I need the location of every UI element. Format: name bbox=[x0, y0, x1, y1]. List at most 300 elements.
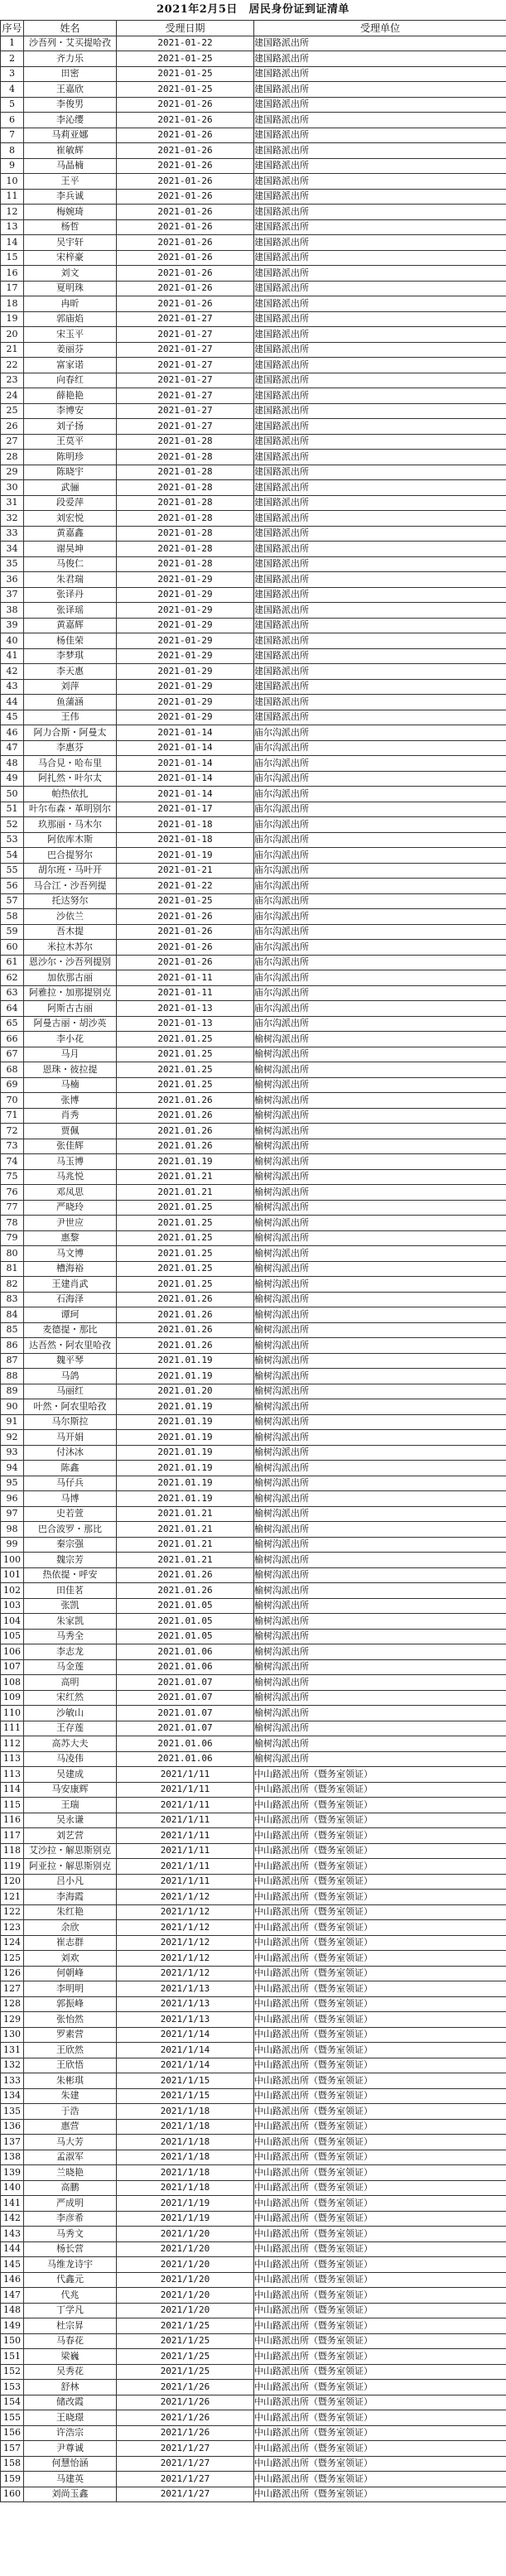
accept-date: 2021/1/14 bbox=[117, 2058, 254, 2073]
accept-unit: 中山路派出所（暨务室领证） bbox=[254, 1996, 506, 2012]
table-row bbox=[1, 1859, 506, 1875]
row-index: 79 bbox=[1, 1230, 24, 1246]
row-index: 26 bbox=[1, 419, 24, 435]
table-row bbox=[1, 1216, 506, 1231]
row-index: 17 bbox=[1, 281, 24, 296]
row-index: 113 bbox=[1, 1767, 24, 1783]
table-row bbox=[1, 2456, 506, 2472]
table-row bbox=[1, 940, 506, 956]
accept-date: 2021.01.06 bbox=[117, 1736, 254, 1752]
accept-date: 2021-01-13 bbox=[117, 1016, 254, 1032]
table-row bbox=[1, 296, 506, 312]
row-index: 15 bbox=[1, 250, 24, 266]
row-index: 116 bbox=[1, 1813, 24, 1828]
table-row bbox=[1, 419, 506, 435]
person-name: 舒林 bbox=[24, 2380, 117, 2395]
row-index: 97 bbox=[1, 1506, 24, 1522]
person-name: 王嘉欣 bbox=[24, 82, 117, 98]
person-name: 吴宇轩 bbox=[24, 235, 117, 251]
table-row bbox=[1, 1644, 506, 1660]
person-name: 黄嘉辉 bbox=[24, 618, 117, 633]
table-row bbox=[1, 1890, 506, 1905]
accept-date: 2021-01-26 bbox=[117, 940, 254, 956]
accept-unit: 建国路派出所 bbox=[254, 434, 506, 450]
accept-date: 2021-01-25 bbox=[117, 82, 254, 98]
person-name: 郭振峰 bbox=[24, 1996, 117, 2012]
person-name: 热依提・呼安 bbox=[24, 1567, 117, 1583]
person-name: 叶然・阿农里哈孜 bbox=[24, 1399, 117, 1415]
accept-unit: 庙尔沟派出所 bbox=[254, 924, 506, 940]
accept-date: 2021.01.19 bbox=[117, 1414, 254, 1430]
table-row bbox=[1, 848, 506, 864]
person-name: 麦德提・那比 bbox=[24, 1322, 117, 1338]
row-index: 160 bbox=[1, 2487, 24, 2502]
accept-unit: 庙尔沟派出所 bbox=[254, 863, 506, 879]
person-name: 马维龙诗宇 bbox=[24, 2257, 117, 2273]
row-index: 158 bbox=[1, 2456, 24, 2472]
table-row bbox=[1, 1414, 506, 1430]
table-row bbox=[1, 450, 506, 465]
table-row bbox=[1, 1246, 506, 1262]
person-name: 薛艳艳 bbox=[24, 388, 117, 404]
accept-date: 2021.01.25 bbox=[117, 1216, 254, 1231]
accept-unit: 中山路派出所（暨务室领证） bbox=[254, 2333, 506, 2349]
table-row bbox=[1, 1032, 506, 1047]
row-index: 11 bbox=[1, 189, 24, 205]
accept-date: 2021/1/20 bbox=[117, 2303, 254, 2318]
table-row bbox=[1, 2472, 506, 2487]
person-name: 高鹏 bbox=[24, 2180, 117, 2196]
accept-date: 2021.01.07 bbox=[117, 1721, 254, 1736]
accept-unit: 建国路派出所 bbox=[254, 281, 506, 296]
row-index: 142 bbox=[1, 2211, 24, 2227]
row-index: 120 bbox=[1, 1874, 24, 1890]
person-name: 何慧怡涵 bbox=[24, 2456, 117, 2472]
accept-date: 2021-01-29 bbox=[117, 664, 254, 680]
row-index: 91 bbox=[1, 1414, 24, 1430]
accept-date: 2021.01.26 bbox=[117, 1093, 254, 1109]
table-row bbox=[1, 2241, 506, 2257]
accept-unit: 建国路派出所 bbox=[254, 450, 506, 465]
person-name: 马合見・哈布里 bbox=[24, 756, 117, 772]
accept-date: 2021-01-25 bbox=[117, 893, 254, 909]
table-row bbox=[1, 1062, 506, 1078]
table-row bbox=[1, 1445, 506, 1461]
row-index: 30 bbox=[1, 480, 24, 496]
accept-date: 2021/1/12 bbox=[117, 1966, 254, 1981]
person-name: 朱红艳 bbox=[24, 1904, 117, 1920]
person-name: 宋红然 bbox=[24, 1690, 117, 1706]
person-name: 李兵诚 bbox=[24, 189, 117, 205]
table-row bbox=[1, 664, 506, 680]
table-row bbox=[1, 725, 506, 741]
person-name: 帕热依扎 bbox=[24, 787, 117, 802]
table-row bbox=[1, 2211, 506, 2227]
person-name: 沙敏山 bbox=[24, 1706, 117, 1721]
table-row bbox=[1, 1614, 506, 1630]
table-row bbox=[1, 2073, 506, 2089]
row-index: 94 bbox=[1, 1461, 24, 1476]
table-row bbox=[1, 1461, 506, 1476]
accept-date: 2021/1/19 bbox=[117, 2211, 254, 2227]
person-name: 马鸽 bbox=[24, 1369, 117, 1384]
table-row bbox=[1, 1353, 506, 1369]
person-name: 邓凤思 bbox=[24, 1185, 117, 1201]
table-row bbox=[1, 113, 506, 128]
row-index: 39 bbox=[1, 618, 24, 633]
row-index: 62 bbox=[1, 970, 24, 986]
accept-unit: 中山路派出所（暨务室领证） bbox=[254, 2318, 506, 2334]
table-row bbox=[1, 970, 506, 986]
table-row bbox=[1, 618, 506, 633]
accept-unit: 建国路派出所 bbox=[254, 189, 506, 205]
table-row bbox=[1, 2043, 506, 2058]
accept-unit: 中山路派出所（暨务室领证） bbox=[254, 2364, 506, 2380]
row-index: 154 bbox=[1, 2395, 24, 2410]
table-row bbox=[1, 802, 506, 817]
row-index: 46 bbox=[1, 725, 24, 741]
accept-date: 2021-01-26 bbox=[117, 143, 254, 159]
row-index: 106 bbox=[1, 1644, 24, 1660]
row-index: 140 bbox=[1, 2180, 24, 2196]
row-index: 58 bbox=[1, 909, 24, 925]
accept-unit: 中山路派出所（暨务室领证） bbox=[254, 2257, 506, 2273]
row-index: 56 bbox=[1, 879, 24, 894]
row-index: 138 bbox=[1, 2150, 24, 2165]
accept-unit: 榆树沟派出所 bbox=[254, 1154, 506, 1170]
person-name: 高苏大夫 bbox=[24, 1736, 117, 1752]
table-row bbox=[1, 1185, 506, 1201]
row-index: 51 bbox=[1, 802, 24, 817]
accept-unit: 建国路派出所 bbox=[254, 158, 506, 174]
accept-date: 2021-01-26 bbox=[117, 955, 254, 970]
row-index: 65 bbox=[1, 1016, 24, 1032]
accept-date: 2021/1/11 bbox=[117, 1798, 254, 1813]
table-row bbox=[1, 205, 506, 220]
row-index: 1 bbox=[1, 36, 24, 51]
accept-unit: 中山路派出所（暨务室领证） bbox=[254, 1767, 506, 1783]
accept-date: 2021.01.25 bbox=[117, 1230, 254, 1246]
accept-date: 2021.01.26 bbox=[117, 1567, 254, 1583]
table-row bbox=[1, 1553, 506, 1568]
table-row bbox=[1, 1522, 506, 1538]
table-row bbox=[1, 2364, 506, 2380]
person-name: 王平 bbox=[24, 174, 117, 190]
accept-date: 2021-01-26 bbox=[117, 158, 254, 174]
person-name: 槽海裕 bbox=[24, 1261, 117, 1277]
accept-unit: 建国路派出所 bbox=[254, 373, 506, 388]
row-index: 20 bbox=[1, 327, 24, 343]
accept-unit: 建国路派出所 bbox=[254, 388, 506, 404]
table-row bbox=[1, 2487, 506, 2502]
accept-date: 2021/1/27 bbox=[117, 2487, 254, 2502]
accept-unit: 庙尔沟派出所 bbox=[254, 1016, 506, 1032]
row-index: 147 bbox=[1, 2288, 24, 2304]
table-row bbox=[1, 633, 506, 649]
accept-unit: 榆树沟派出所 bbox=[254, 1583, 506, 1599]
table-row bbox=[1, 771, 506, 787]
table-row bbox=[1, 373, 506, 388]
accept-date: 2021-01-18 bbox=[117, 817, 254, 833]
row-index: 41 bbox=[1, 648, 24, 664]
accept-date: 2021-01-28 bbox=[117, 542, 254, 557]
accept-unit: 建国路派出所 bbox=[254, 235, 506, 251]
row-index: 159 bbox=[1, 2472, 24, 2487]
accept-unit: 建国路派出所 bbox=[254, 403, 506, 419]
accept-date: 2021/1/12 bbox=[117, 1890, 254, 1905]
table-row bbox=[1, 1690, 506, 1706]
row-index: 53 bbox=[1, 832, 24, 848]
person-name: 阿扎然・叶尔太 bbox=[24, 771, 117, 787]
table-row bbox=[1, 1047, 506, 1062]
accept-unit: 榆树沟派出所 bbox=[254, 1736, 506, 1752]
accept-date: 2021/1/25 bbox=[117, 2364, 254, 2380]
table-row bbox=[1, 1491, 506, 1507]
table-row bbox=[1, 1093, 506, 1109]
accept-unit: 建国路派出所 bbox=[254, 572, 506, 588]
accept-unit: 中山路派出所（暨务室领证） bbox=[254, 2425, 506, 2441]
row-index: 101 bbox=[1, 1567, 24, 1583]
accept-date: 2021-01-11 bbox=[117, 985, 254, 1001]
row-index: 141 bbox=[1, 2196, 24, 2212]
accept-date: 2021/1/11 bbox=[117, 1813, 254, 1828]
person-name: 朱君瑞 bbox=[24, 572, 117, 588]
person-name: 李明明 bbox=[24, 1981, 117, 1997]
accept-date: 2021.01.21 bbox=[117, 1506, 254, 1522]
accept-date: 2021/1/20 bbox=[117, 2227, 254, 2242]
table-row bbox=[1, 1001, 506, 1017]
accept-date: 2021-01-14 bbox=[117, 725, 254, 741]
accept-date: 2021.01.07 bbox=[117, 1706, 254, 1721]
person-name: 恩珠・彼拉提 bbox=[24, 1062, 117, 1078]
row-index: 3 bbox=[1, 66, 24, 82]
table-row bbox=[1, 2088, 506, 2104]
table-row bbox=[1, 480, 506, 496]
row-index: 60 bbox=[1, 940, 24, 956]
accept-date: 2021/1/12 bbox=[117, 1920, 254, 1936]
row-index: 95 bbox=[1, 1476, 24, 1491]
row-index: 137 bbox=[1, 2135, 24, 2150]
table-row bbox=[1, 817, 506, 833]
person-name: 杨长营 bbox=[24, 2241, 117, 2257]
row-index: 103 bbox=[1, 1598, 24, 1614]
accept-unit: 建国路派出所 bbox=[254, 495, 506, 511]
accept-date: 2021-01-26 bbox=[117, 205, 254, 220]
table-row bbox=[1, 787, 506, 802]
person-name: 马金莲 bbox=[24, 1659, 117, 1675]
row-index: 78 bbox=[1, 1216, 24, 1231]
table-row bbox=[1, 1230, 506, 1246]
person-name: 兰晓艳 bbox=[24, 2165, 117, 2181]
accept-unit: 中山路派出所（暨务室领证） bbox=[254, 2088, 506, 2104]
table-row bbox=[1, 603, 506, 619]
accept-date: 2021.01.25 bbox=[117, 1261, 254, 1277]
accept-date: 2021/1/20 bbox=[117, 2241, 254, 2257]
row-index: 149 bbox=[1, 2318, 24, 2334]
accept-date: 2021.01.21 bbox=[117, 1169, 254, 1185]
row-index: 32 bbox=[1, 511, 24, 527]
row-index: 5 bbox=[1, 97, 24, 113]
accept-unit: 中山路派出所（暨务室领证） bbox=[254, 2165, 506, 2181]
person-name: 胡尔班・马叶开 bbox=[24, 863, 117, 879]
accept-date: 2021-01-28 bbox=[117, 511, 254, 527]
accept-date: 2021-01-22 bbox=[117, 36, 254, 51]
table-row bbox=[1, 2227, 506, 2242]
accept-date: 2021.01.25 bbox=[117, 1032, 254, 1047]
row-index: 153 bbox=[1, 2380, 24, 2395]
person-name: 宋玉平 bbox=[24, 327, 117, 343]
row-index: 130 bbox=[1, 2027, 24, 2043]
accept-unit: 中山路派出所（暨务室领证） bbox=[254, 2395, 506, 2410]
accept-date: 2021.01.25 bbox=[117, 1047, 254, 1062]
person-name: 马合江・沙吾列提 bbox=[24, 879, 117, 894]
table-row bbox=[1, 2380, 506, 2395]
table-row bbox=[1, 1476, 506, 1491]
person-name: 丁学凡 bbox=[24, 2303, 117, 2318]
table-row bbox=[1, 1277, 506, 1293]
accept-date: 2021.01.21 bbox=[117, 1185, 254, 1201]
accept-unit: 中山路派出所（暨务室领证） bbox=[254, 2012, 506, 2028]
person-name: 马玉博 bbox=[24, 1154, 117, 1170]
accept-unit: 榆树沟派出所 bbox=[254, 1384, 506, 1399]
person-name: 王存莲 bbox=[24, 1721, 117, 1736]
accept-unit: 中山路派出所（暨务室领证） bbox=[254, 2135, 506, 2150]
accept-unit: 榆树沟派出所 bbox=[254, 1032, 506, 1047]
accept-unit: 榆树沟派出所 bbox=[254, 1491, 506, 1507]
row-index: 6 bbox=[1, 113, 24, 128]
row-index: 45 bbox=[1, 710, 24, 725]
accept-unit: 榆树沟派出所 bbox=[254, 1506, 506, 1522]
person-name: 巴合波罗・那比 bbox=[24, 1522, 117, 1538]
row-index: 27 bbox=[1, 434, 24, 450]
person-name: 马开娟 bbox=[24, 1430, 117, 1446]
accept-date: 2021.01.19 bbox=[117, 1476, 254, 1491]
table-row bbox=[1, 2196, 506, 2212]
table-row bbox=[1, 1874, 506, 1890]
row-index: 123 bbox=[1, 1920, 24, 1936]
table-header bbox=[1, 21, 506, 36]
row-index: 92 bbox=[1, 1430, 24, 1446]
accept-date: 2021/1/11 bbox=[117, 1782, 254, 1798]
accept-date: 2021.01.05 bbox=[117, 1629, 254, 1644]
accept-unit: 中山路派出所（暨务室领证） bbox=[254, 2104, 506, 2120]
accept-unit: 建国路派出所 bbox=[254, 205, 506, 220]
accept-date: 2021-01-18 bbox=[117, 832, 254, 848]
row-index: 40 bbox=[1, 633, 24, 649]
accept-unit: 榆树沟派出所 bbox=[254, 1322, 506, 1338]
accept-unit: 庙尔沟派出所 bbox=[254, 955, 506, 970]
row-index: 126 bbox=[1, 1966, 24, 1981]
person-name: 阿斯古古丽 bbox=[24, 1001, 117, 1017]
row-index: 104 bbox=[1, 1614, 24, 1630]
accept-unit: 榆树沟派出所 bbox=[254, 1445, 506, 1461]
accept-unit: 中山路派出所（暨务室领证） bbox=[254, 2227, 506, 2242]
table-row bbox=[1, 710, 506, 725]
table-row bbox=[1, 832, 506, 848]
accept-unit: 榆树沟派出所 bbox=[254, 1062, 506, 1078]
accept-date: 2021.01.19 bbox=[117, 1369, 254, 1384]
person-name: 何朝峰 bbox=[24, 1966, 117, 1981]
person-name: 惠黎 bbox=[24, 1230, 117, 1246]
person-name: 武骊 bbox=[24, 480, 117, 496]
table-row bbox=[1, 1935, 506, 1951]
table-row bbox=[1, 1629, 506, 1644]
accept-date: 2021/1/25 bbox=[117, 2318, 254, 2334]
accept-date: 2021-01-26 bbox=[117, 266, 254, 282]
accept-unit: 榆树沟派出所 bbox=[254, 1461, 506, 1476]
person-name: 朱彬琪 bbox=[24, 2073, 117, 2089]
accept-date: 2021.01.20 bbox=[117, 1384, 254, 1399]
accept-date: 2021.01.05 bbox=[117, 1614, 254, 1630]
accept-unit: 中山路派出所（暨务室领证） bbox=[254, 2043, 506, 2058]
accept-date: 2021/1/26 bbox=[117, 2410, 254, 2426]
person-name: 代兆 bbox=[24, 2288, 117, 2304]
row-index: 121 bbox=[1, 1890, 24, 1905]
person-name: 杜宗昇 bbox=[24, 2318, 117, 2334]
row-index: 19 bbox=[1, 311, 24, 327]
table-row bbox=[1, 66, 506, 82]
table-row bbox=[1, 2395, 506, 2410]
person-name: 陈鑫 bbox=[24, 1461, 117, 1476]
accept-unit: 中山路派出所（暨务室领证） bbox=[254, 2196, 506, 2212]
row-index: 31 bbox=[1, 495, 24, 511]
row-index: 70 bbox=[1, 1093, 24, 1109]
person-name: 史若萱 bbox=[24, 1506, 117, 1522]
accept-date: 2021/1/11 bbox=[117, 1859, 254, 1875]
accept-date: 2021.01.25 bbox=[117, 1277, 254, 1293]
row-index: 7 bbox=[1, 128, 24, 143]
accept-unit: 榆树沟派出所 bbox=[254, 1721, 506, 1736]
table-row bbox=[1, 158, 506, 174]
accept-unit: 榆树沟派出所 bbox=[254, 1277, 506, 1293]
accept-date: 2021/1/20 bbox=[117, 2257, 254, 2273]
accept-unit: 中山路派出所（暨务室领证） bbox=[254, 1798, 506, 1813]
row-index: 77 bbox=[1, 1200, 24, 1216]
document-title: 2021年2月5日 居民身份证到证清单 bbox=[157, 3, 349, 16]
table-row bbox=[1, 2272, 506, 2288]
row-index: 23 bbox=[1, 373, 24, 388]
table-row bbox=[1, 2333, 506, 2349]
person-name: 田密 bbox=[24, 66, 117, 82]
row-index: 54 bbox=[1, 848, 24, 864]
accept-unit: 榆树沟派出所 bbox=[254, 1614, 506, 1630]
table-row bbox=[1, 1813, 506, 1828]
accept-unit: 中山路派出所（暨务室领证） bbox=[254, 2027, 506, 2043]
row-index: 59 bbox=[1, 924, 24, 940]
table-row bbox=[1, 342, 506, 358]
person-name: 张怡然 bbox=[24, 2012, 117, 2028]
table-row bbox=[1, 2257, 506, 2273]
table-row bbox=[1, 526, 506, 542]
accept-date: 2021-01-26 bbox=[117, 97, 254, 113]
row-index: 9 bbox=[1, 158, 24, 174]
person-name: 张译瑶 bbox=[24, 603, 117, 619]
person-name: 马秀全 bbox=[24, 1629, 117, 1644]
accept-date: 2021.01.25 bbox=[117, 1200, 254, 1216]
accept-date: 2021-01-28 bbox=[117, 556, 254, 572]
accept-unit: 榆树沟派出所 bbox=[254, 1353, 506, 1369]
accept-unit: 榆树沟派出所 bbox=[254, 1399, 506, 1415]
person-name: 惠营 bbox=[24, 2119, 117, 2135]
accept-unit: 建国路派出所 bbox=[254, 465, 506, 480]
accept-date: 2021.01.19 bbox=[117, 1154, 254, 1170]
row-index: 114 bbox=[1, 1782, 24, 1798]
accept-date: 2021.01.26 bbox=[117, 1338, 254, 1354]
table-row bbox=[1, 1124, 506, 1139]
row-index: 131 bbox=[1, 2043, 24, 2058]
accept-unit: 建国路派出所 bbox=[254, 36, 506, 51]
person-name: 马大芳 bbox=[24, 2135, 117, 2150]
